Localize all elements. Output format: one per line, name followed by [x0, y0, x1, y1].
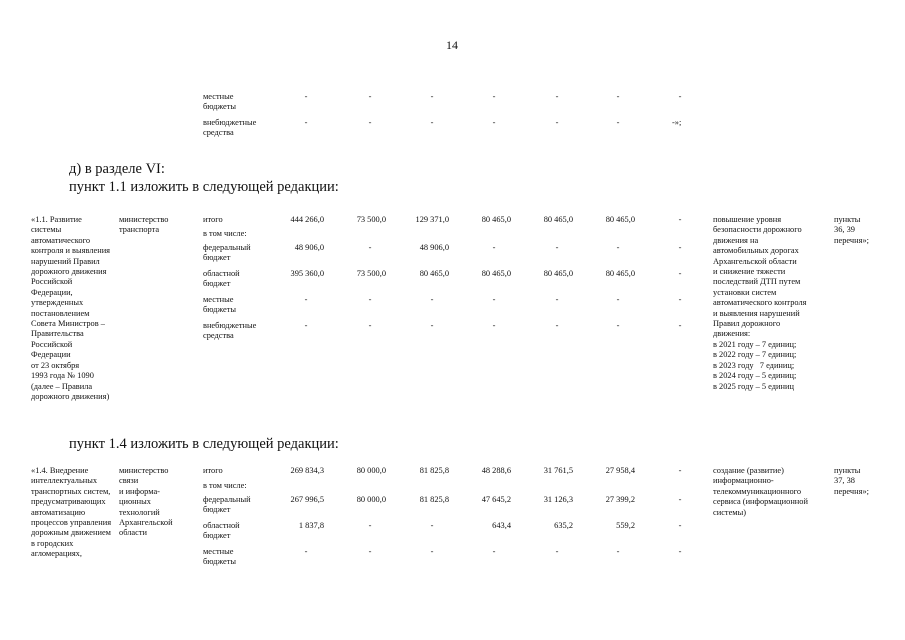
table-cell: -: [555, 321, 559, 330]
table-cell: -: [430, 295, 434, 304]
table-cell: -: [616, 547, 620, 556]
table-cell: -: [678, 466, 682, 475]
table-cell: -: [368, 321, 372, 330]
table-cell: -: [492, 92, 496, 101]
table-cell: 73 500,0: [356, 215, 386, 224]
row-label: федеральный бюджет: [203, 495, 251, 515]
table-cell: -: [430, 92, 434, 101]
table-cell: -: [304, 547, 308, 556]
table-cell: -: [492, 321, 496, 330]
table-cell: 73 500,0: [356, 269, 386, 278]
executor: министерство связи и информа- ционных технологий Архангельской области: [119, 466, 173, 538]
list-points: пункты 36, 39 перечня»;: [834, 215, 869, 245]
table-cell: 80 465,0: [419, 269, 449, 278]
table-cell: 47 645,2: [481, 495, 511, 504]
table-cell: -: [678, 495, 682, 504]
table-cell: -: [555, 243, 559, 252]
table-cell: -: [678, 92, 682, 101]
item-heading: пункт 1.4 изложить в следующей редакции:: [69, 436, 339, 452]
table-cell: -: [678, 321, 682, 330]
measure-name: «1.4. Внедрение интеллектуальных транспортных систем, предусматривающих автоматизацию процессов управления дорожным движением в городских агломерациях,: [31, 466, 112, 559]
table-cell: 48 906,0: [294, 243, 324, 252]
expected-result: повышение уровня безопасности дорожного движения на автомобильных дорогах Архангельской области и снижение тяжести последствий ДТП путем установки систем автоматического контроля и выявления нарушений Правил дорожного движения: в 2021 году – 7 единиц; в 2022 году – 7 единиц; в 2023 году 7 единиц; в 2024 году – 5 единиц; в 2025 году – 5 единиц: [713, 215, 807, 391]
row-label: в том числе:: [203, 481, 247, 490]
table-cell: 80 465,0: [543, 215, 573, 224]
row-label: местные бюджеты: [203, 547, 237, 567]
table-cell: -: [616, 295, 620, 304]
table-cell: -: [616, 92, 620, 101]
table-cell: 31 126,3: [543, 495, 573, 504]
table-cell: -»;: [672, 118, 682, 127]
table-cell: -: [678, 295, 682, 304]
table-cell: 80 465,0: [481, 215, 511, 224]
table-cell: -: [492, 295, 496, 304]
table-cell: 80 465,0: [605, 215, 635, 224]
table-cell: -: [555, 547, 559, 556]
table-cell: 80 465,0: [605, 269, 635, 278]
table-cell: 81 825,8: [419, 495, 449, 504]
section-heading: д) в разделе VI:: [69, 161, 165, 177]
table-cell: -: [368, 243, 372, 252]
table-cell: 80 000,0: [356, 466, 386, 475]
row-label: федеральный бюджет: [203, 243, 251, 263]
table-cell: 559,2: [616, 521, 635, 530]
table-cell: 444 266,0: [290, 215, 324, 224]
table-cell: -: [368, 118, 372, 127]
table-cell: 31 761,5: [543, 466, 573, 475]
table-cell: -: [616, 321, 620, 330]
table-cell: -: [555, 295, 559, 304]
row-label: в том числе:: [203, 229, 247, 238]
page-number: 14: [446, 38, 458, 52]
row-label: областной бюджет: [203, 269, 240, 289]
table-cell: -: [368, 295, 372, 304]
table-cell: -: [304, 321, 308, 330]
table-cell: -: [430, 547, 434, 556]
cont-row-label: внебюджетные средства: [203, 118, 257, 138]
table-cell: -: [492, 243, 496, 252]
table-cell: -: [555, 118, 559, 127]
measure-name: «1.1. Развитие системы автоматического контроля и выявления нарушений Правил дорожного движения Российской Федерации, утвержденных постановлением Совета Министров – Правительства Российской Федерации от 23 октября 1993 года № 1090 (далее – Правила дорожного движения): [31, 215, 111, 401]
table-cell: 80 465,0: [481, 269, 511, 278]
table-cell: -: [555, 92, 559, 101]
table-cell: -: [368, 547, 372, 556]
table-cell: 269 834,3: [290, 466, 324, 475]
table-cell: -: [430, 118, 434, 127]
table-cell: 635,2: [554, 521, 573, 530]
table-cell: -: [492, 547, 496, 556]
cont-row-label: местные бюджеты: [203, 92, 237, 112]
table-cell: 1 837,8: [298, 521, 324, 530]
row-label: внебюджетные средства: [203, 321, 257, 341]
table-cell: 80 000,0: [356, 495, 386, 504]
row-label: итого: [203, 215, 223, 224]
table-cell: 267 996,5: [290, 495, 324, 504]
row-label: местные бюджеты: [203, 295, 237, 315]
table-cell: 395 360,0: [290, 269, 324, 278]
table-cell: -: [304, 295, 308, 304]
table-cell: 27 958,4: [605, 466, 635, 475]
table-cell: -: [616, 118, 620, 127]
table-cell: -: [678, 269, 682, 278]
table-cell: 48 288,6: [481, 466, 511, 475]
list-points: пункты 37, 38 перечня»;: [834, 466, 869, 496]
table-cell: 129 371,0: [415, 215, 449, 224]
table-cell: -: [492, 118, 496, 127]
table-cell: -: [678, 243, 682, 252]
table-cell: 81 825,8: [419, 466, 449, 475]
executor: министерство транспорта: [119, 215, 169, 235]
table-cell: -: [368, 92, 372, 101]
item-heading: пункт 1.1 изложить в следующей редакции:: [69, 179, 339, 195]
table-cell: -: [368, 521, 372, 530]
table-cell: 80 465,0: [543, 269, 573, 278]
table-cell: -: [430, 521, 434, 530]
row-label: итого: [203, 466, 223, 475]
table-cell: 643,4: [492, 521, 511, 530]
table-cell: -: [678, 547, 682, 556]
table-cell: 27 399,2: [605, 495, 635, 504]
table-cell: 48 906,0: [419, 243, 449, 252]
expected-result: создание (развитие) информационно- телекоммуникационного сервиса (информационной системы): [713, 466, 808, 517]
table-cell: -: [678, 521, 682, 530]
table-cell: -: [304, 118, 308, 127]
row-label: областной бюджет: [203, 521, 240, 541]
table-cell: -: [304, 92, 308, 101]
table-cell: -: [616, 243, 620, 252]
table-cell: -: [678, 215, 682, 224]
table-cell: -: [430, 321, 434, 330]
